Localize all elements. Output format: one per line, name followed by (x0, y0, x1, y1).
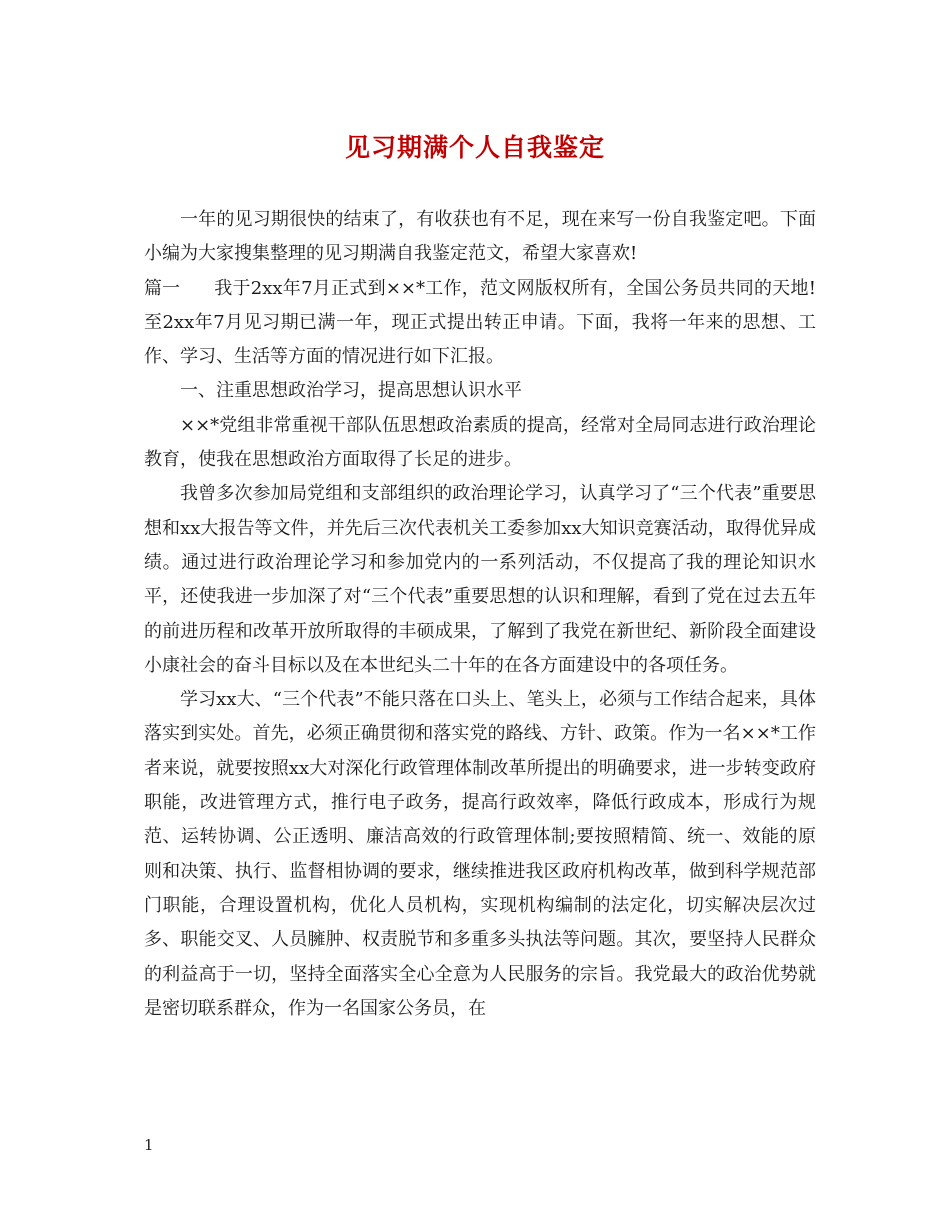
section-one-text: 我于2xx年7月正式到××*工作，范文网版权所有，全国公务员共同的天地!至2xx年7月见习期已满一年，现正式提出转正申请。下面，我将一年来的思想、工作、学习、生活等方面的情况进行如下汇报。 (144, 277, 816, 368)
body-paragraph: 学习xx大、“三个代表”不能只落在口头上、笔头上，必须与工作结合起来，具体落实到实处。首先，必须正确贯彻和落实党的路线、方针、政策。作为一名××*工作者来说，就要按照xx大对深化行政管理体制改革所提出的明确要求，进一步转变政府职能，改进管理方式，推行电子政务，提高行政效率，降低行政成本，形成行为规范、运转协调、公正透明、廉洁高效的行政管理体制;要按照精简、统一、效能的原则和决策、执行、监督相协调的要求，继续推进我区政府机构改革，做到科学规范部门职能，合理设置机构，优化人员机构，实现机构编制的法定化，切实解决层次过多、职能交叉、人员臃肿、权责脱节和多重多头执法等问题。其次，要坚持人民群众的利益高于一切，坚持全面落实全心全意为人民服务的宗旨。我党最大的政治优势就是密切联系群众，作为一名国家公务员，在 (144, 689, 816, 1019)
section-one-label: 篇一 (144, 277, 180, 299)
heading-one: 一、注重思想政治学习，提高思想认识水平 (180, 380, 522, 402)
document-body (144, 203, 816, 1026)
intro-paragraph: 一年的见习期很快的结束了，有收获也有不足，现在来写一份自我鉴定吧。下面小编为大家搜集整理的见习期满自我鉴定范文，希望大家喜欢! (144, 209, 816, 265)
page-number: 1 (144, 1136, 154, 1154)
body-paragraph: ××*党组非常重视干部队伍思想政治素质的提高，经常对全局同志进行政治理论教育，使我在思想政治方面取得了长足的进步。 (144, 414, 816, 471)
section-one-paragraph (144, 272, 816, 375)
document-title: 见习期满个人自我鉴定 (344, 133, 605, 162)
body-paragraph: 我曾多次参加局党组和支部组织的政治理论学习，认真学习了“三个代表”重要思想和xx大报告等文件，并先后三次代表机关工委参加xx大知识竞赛活动，取得优异成绩。通过进行政治理论学习和参加党内的一系列活动，不仅提高了我的理论知识水平，还使我进一步加深了对“三个代表”重要思想的认识和理解，看到了党在过去五年的前进历程和改革开放所取得的丰硕成果，了解到了我党在新世纪、新阶段全面建设小康社会的奋斗目标以及在本世纪头二十年的在各方面建设中的各项任务。 (144, 483, 816, 676)
